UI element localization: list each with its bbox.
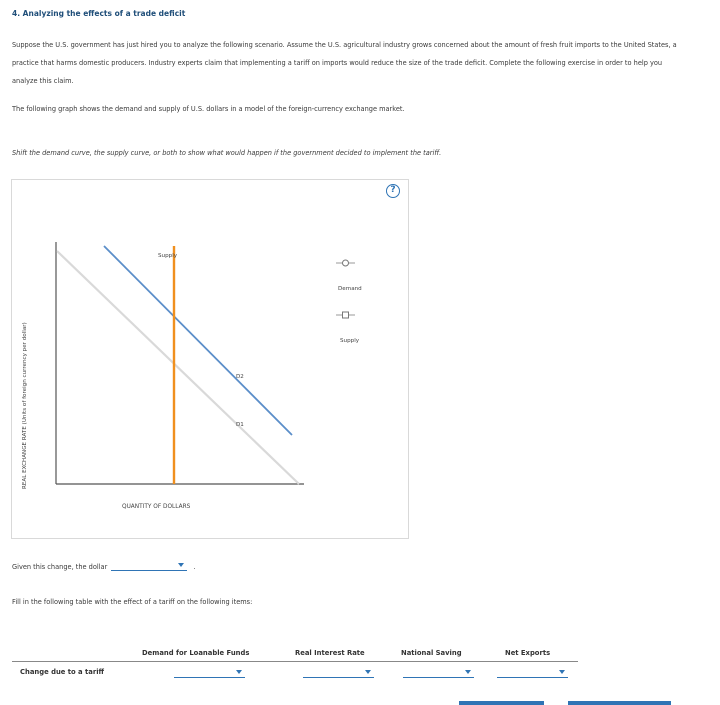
chevron-down-icon (365, 670, 371, 674)
d1-label: D1 (236, 422, 244, 428)
demand-tool-circle-icon (343, 260, 349, 266)
dollar-change-dropdown[interactable] (111, 561, 187, 571)
d2-label: D2 (236, 374, 244, 380)
question-prefix: Given this change, the dollar (12, 563, 108, 571)
instruction-text: Shift the demand curve, the supply curve, or both to show what would happen if the government decided to implement the tariff. (12, 149, 442, 157)
chevron-down-icon (236, 670, 242, 674)
column-header-net-exports: Net Exports (505, 649, 551, 657)
palette-supply-tool[interactable] (336, 312, 355, 318)
supply-tool-square-icon (343, 312, 349, 318)
demand-curve-d2[interactable] (104, 246, 292, 435)
dropdown-real-interest-rate[interactable] (303, 668, 374, 678)
graph-intro-text: The following graph shows the demand and supply of U.S. dollars in a model of the foreign-currency exchange market. (12, 105, 405, 113)
column-header-national-saving: National Saving (401, 649, 462, 657)
chevron-down-icon (465, 670, 471, 674)
question-title: 4. Analyzing the effects of a trade deficit (12, 9, 186, 18)
demand-curve-d1[interactable] (57, 251, 299, 484)
scenario-paragraph: Suppose the U.S. government has just hired you to analyze the following scenario. Assume the U.S. agricultural industry grows concerned about the amount of fresh fruit imports to the United States, a practice that harms domestic producers. Industry experts claim that implementing a tariff on imports would reduce the size of the trade deficit. Complete the following exercise in order to help you analyze this claim. (12, 41, 677, 85)
next-button[interactable] (568, 701, 671, 705)
palette-demand-tool[interactable] (336, 260, 355, 266)
row-label-change-due-to-tariff: Change due to a tariff (20, 668, 105, 676)
dollar-change-question (12, 561, 195, 571)
supply-curve-label: Supply (158, 253, 178, 259)
palette-supply-label: Supply (340, 338, 360, 344)
x-axis-label: QUANTITY OF DOLLARS (122, 504, 191, 510)
y-axis-label: REAL EXCHANGE RATE (Units of foreign currency per dollar) (22, 322, 28, 489)
column-header-real-interest-rate: Real Interest Rate (295, 649, 365, 657)
table-intro-text: Fill in the following table with the effect of a tariff on the following items: (12, 598, 253, 606)
chevron-down-icon (178, 563, 184, 567)
dropdown-net-exports[interactable] (497, 668, 568, 678)
palette-demand-label: Demand (338, 286, 362, 292)
column-header-demand-loanable-funds: Demand for Loanable Funds (142, 649, 250, 657)
table-divider (12, 661, 578, 662)
dropdown-national-saving[interactable] (403, 668, 474, 678)
help-icon[interactable]: ? (386, 184, 400, 198)
question-suffix: . (193, 563, 196, 571)
chevron-down-icon (559, 670, 565, 674)
dropdown-demand-loanable-funds[interactable] (174, 668, 245, 678)
grade-button[interactable] (459, 701, 544, 705)
